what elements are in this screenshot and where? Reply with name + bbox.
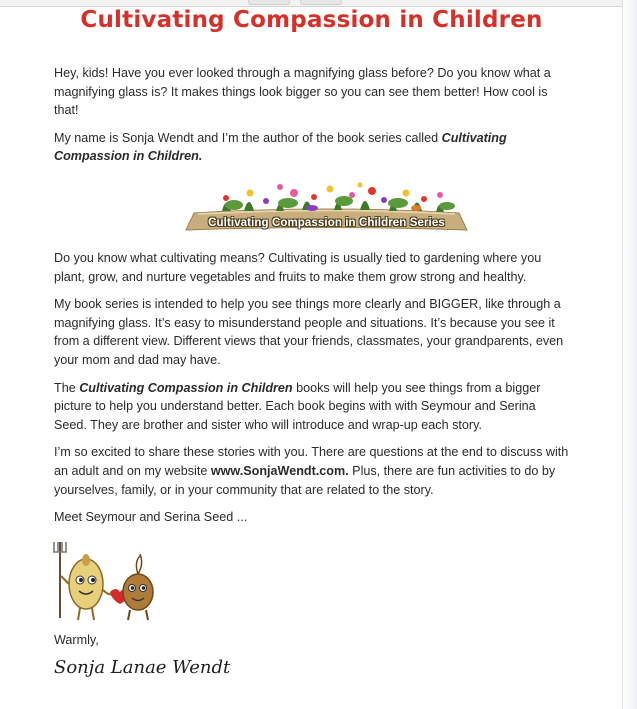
browser-top-strip xyxy=(0,0,637,7)
text: The xyxy=(54,380,80,395)
series-banner xyxy=(184,181,469,233)
text: I’m so excited to share these stories with you. There are questions at the end to discuss with an adult and on my website xyxy=(54,445,569,478)
signoff: Warmly, xyxy=(54,633,99,648)
paragraph-meet: Meet Seymour and Serina Seed ... xyxy=(54,510,248,525)
letter-body xyxy=(54,64,569,686)
banner-label: Cultivating Compassion in Children Series xyxy=(208,216,445,229)
scrollbar-edge[interactable] xyxy=(622,0,637,709)
page-title: Cultivating Compassion in Children xyxy=(80,7,543,33)
paragraph-author xyxy=(54,129,569,166)
text: My name is Sonja Wendt and I’m the author of the book series called xyxy=(54,130,442,145)
paragraph-cultivating: Do you know what cultivating means? Cultivating is usually tied to gardening where you plant, grow, and nurture vegetables and fruits to make them grow strong and healthy. xyxy=(54,250,542,284)
text: Plus, there are fun activities to do by yourselves, family, or in your community that are related to the story. xyxy=(54,463,556,497)
toolbar-tab[interactable] xyxy=(300,0,342,5)
toolbar-tab[interactable] xyxy=(248,0,290,5)
seymour-and-serina-seed-illustration xyxy=(50,538,160,624)
website-link[interactable]: www.SonjaWendt.com. xyxy=(210,463,349,478)
paragraph-series-purpose: My book series is intended to help you see things more clearly and BIGGER, like through a magnifying glass. It’s easy to misunderstand people and situations. It’s because you see it from a different view. Different views that your friends, classmates, your grandparents, even your mom and dad may have. xyxy=(54,297,564,367)
paragraph-intro: Hey, kids! Have you ever looked through a magnifying glass before? Do you know what a magnifying glass is? It makes things look bigger so you can see them better! How cool is that! xyxy=(54,66,551,118)
series-title-emphasis: Cultivating Compassion in Children xyxy=(79,380,293,395)
text: books will help you see things from a bigger picture to help you understand better. Each book begins with with Seymour and Serina Seed. They are brother and sister who will introduce and wrap-up each story. xyxy=(54,380,541,432)
signature: Sonja Lanae Wendt xyxy=(54,656,231,678)
paragraph-website xyxy=(54,443,569,499)
paragraph-books xyxy=(54,379,569,435)
series-title-emphasis: Cultivating Compassion in Children. xyxy=(54,130,507,164)
